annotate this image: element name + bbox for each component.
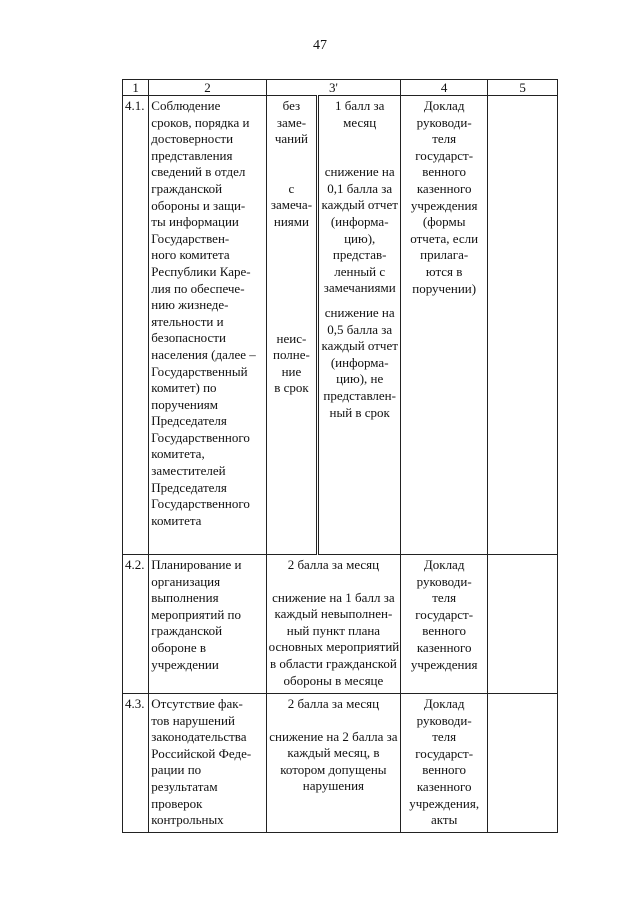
score-reduction-remarks [321,164,398,297]
text-line: государст- [415,147,474,163]
table-row [123,96,558,555]
text-line: ются в [425,263,463,279]
text-line: Отсутствие фак- [151,696,243,711]
text-line: результатам [151,778,218,794]
text-line: снижение на [324,164,395,180]
text-line: обороны в месяце [283,672,384,688]
text-line: Российской Феде- [151,745,252,761]
text-line: каждый невыполнен- [274,606,393,622]
criterion-cell [149,555,266,694]
text-line: без [282,98,301,113]
text-line: снижение на 2 балла за [269,728,398,744]
text-line: сроков, порядка и [151,114,250,130]
text-line: Председателя [151,479,227,495]
text-line: Республики Каре- [151,263,251,279]
condition-not-in-time [269,331,315,397]
text-line: обороне в [151,639,207,655]
text-line: учреждения [410,656,478,672]
text-line: ниями [273,213,309,229]
text-line: неис- [276,330,307,346]
criterion-text [151,98,263,529]
text-line: тов нарушений [151,712,235,728]
text-line: в области гражданской [269,655,397,671]
text-line: представления [151,147,233,163]
text-line: (информа- [330,213,389,229]
text-line: замечаниями [323,280,396,296]
text-line: каждый отчет [321,197,398,213]
source-text [403,696,485,829]
text-line: комитета, [151,446,205,462]
text-line: населения (далее – [151,346,256,362]
text-line: казенного [416,639,472,655]
table-header-row [123,80,558,96]
text-line: законодательства [151,729,247,745]
text-line: представлен- [323,387,396,403]
text-line: обороны и защи- [151,197,246,213]
text-line: представ- [332,247,387,263]
score-reduction [269,590,399,690]
source-cell [401,555,488,694]
text-line: Государственного [151,429,250,445]
text-line: гражданской [151,180,223,196]
col5-cell [488,555,558,694]
text-line: руководи- [416,573,472,589]
text-line: контрольных [151,812,224,828]
header-col-5: 5 [488,80,558,96]
text-line: цию), [344,230,376,246]
text-line: выполнения [151,590,219,606]
text-line: ного комитета [151,247,230,263]
header-col-3: 3' [266,80,401,96]
header-col-1: 1 [123,80,149,96]
text-line: поручении) [412,280,477,296]
text-line: котором допущены [280,761,387,777]
score-base [269,557,399,574]
criterion-text [151,696,263,829]
text-line: основных мероприятий [268,639,400,655]
text-line: Планирование и [151,557,242,572]
text-line: Доклад [423,557,465,572]
text-line: безопасности [151,330,226,346]
text-line: казенного [416,778,472,794]
text-line: отчета, если [410,230,479,246]
text-line: Доклад [423,696,465,711]
text-line: комитета [151,512,202,528]
text-line: комитет) по [151,380,217,396]
text-line: учреждения, [409,795,480,811]
text-line: проверок [151,795,203,811]
text-line: прилага- [420,247,469,263]
text-line: Государственный [151,363,248,379]
page-number: 47 [313,38,327,53]
text-line: казенного [416,180,472,196]
header-col-2: 2 [149,80,266,96]
text-line: государст- [415,745,474,761]
text-line: замеча- [270,197,313,213]
row-number: 4.3. [123,694,149,833]
score-cell [266,694,401,833]
text-line: в срок [274,380,309,396]
table-row [123,555,558,694]
score-cell [266,555,401,694]
text-line: чаний [274,131,309,147]
text-line: венного [422,762,467,778]
table-row [123,694,558,833]
text-line: теля [432,131,457,147]
text-line: каждый отчет [321,338,398,354]
criterion-cell [149,96,266,555]
text-line: снижение на 1 балл за [272,589,395,605]
text-line: заместителей [151,463,226,479]
criterion-text [151,557,263,673]
text-line: ный пункт плана [286,622,381,638]
text-line: (формы [422,214,466,230]
condition-with-remarks [269,181,315,231]
text-line: месяц [343,114,377,130]
text-line: мероприятий по [151,606,241,622]
text-line: поручениям [151,396,219,412]
header-col-4: 4 [401,80,488,96]
condition-no-remarks [269,98,315,148]
text-line: полне- [273,347,310,363]
score-base [269,696,399,713]
text-line: Государственного [151,496,250,512]
text-line: цию), не [336,371,384,387]
text-line: учреждении [151,656,219,672]
score-reduction-late [321,305,398,421]
source-cell [401,694,488,833]
text-line: 2 балла за месяц [287,696,380,711]
text-line: ние [281,363,302,379]
row-number: 4.1. [123,96,149,555]
text-line: 0,5 балла за [327,321,393,337]
text-line: учреждения [410,197,478,213]
text-line: нию жизнеде- [151,297,229,313]
text-line: венного [422,623,467,639]
col5-cell [488,96,558,555]
criteria-table [122,79,558,833]
text-line: рации по [151,762,202,778]
text-line: ятельности и [151,313,224,329]
text-line: теля [432,590,457,606]
text-line: Председателя [151,413,227,429]
text-line: нарушения [302,778,365,794]
text-line: 2 балла за месяц [287,557,380,572]
col5-cell [488,694,558,833]
source-cell [401,96,488,555]
score-cell [318,96,401,555]
text-line: Доклад [423,98,465,113]
score-base [321,98,398,131]
text-line: руководи- [416,712,472,728]
criterion-cell [149,694,266,833]
text-line: организация [151,573,221,589]
source-text [403,98,485,297]
text-line: каждый месяц, в [287,745,380,761]
text-line: государст- [415,606,474,622]
text-line: руководи- [416,114,472,130]
text-line: заме- [276,114,307,130]
text-line: снижение на [324,304,395,320]
source-text [403,557,485,673]
text-line: (информа- [330,354,389,370]
text-line: с [288,180,295,196]
text-line: венного [422,164,467,180]
text-line: сведений в отдел [151,164,246,180]
score-reduction [269,729,399,795]
text-line: 0,1 балла за [327,180,393,196]
text-line: Государствен- [151,230,230,246]
text-line: лия по обеспече- [151,280,245,296]
text-line: Соблюдение [151,98,221,113]
row-number: 4.2. [123,555,149,694]
text-line: 1 балл за [335,98,385,113]
text-line: ный в срок [329,404,390,420]
text-line: достоверности [151,131,234,147]
text-line: акты [431,812,458,828]
text-line: гражданской [151,623,223,639]
condition-cell [266,96,318,555]
text-line: ленный с [334,263,386,279]
text-line: теля [432,729,457,745]
text-line: ты информации [151,214,239,230]
